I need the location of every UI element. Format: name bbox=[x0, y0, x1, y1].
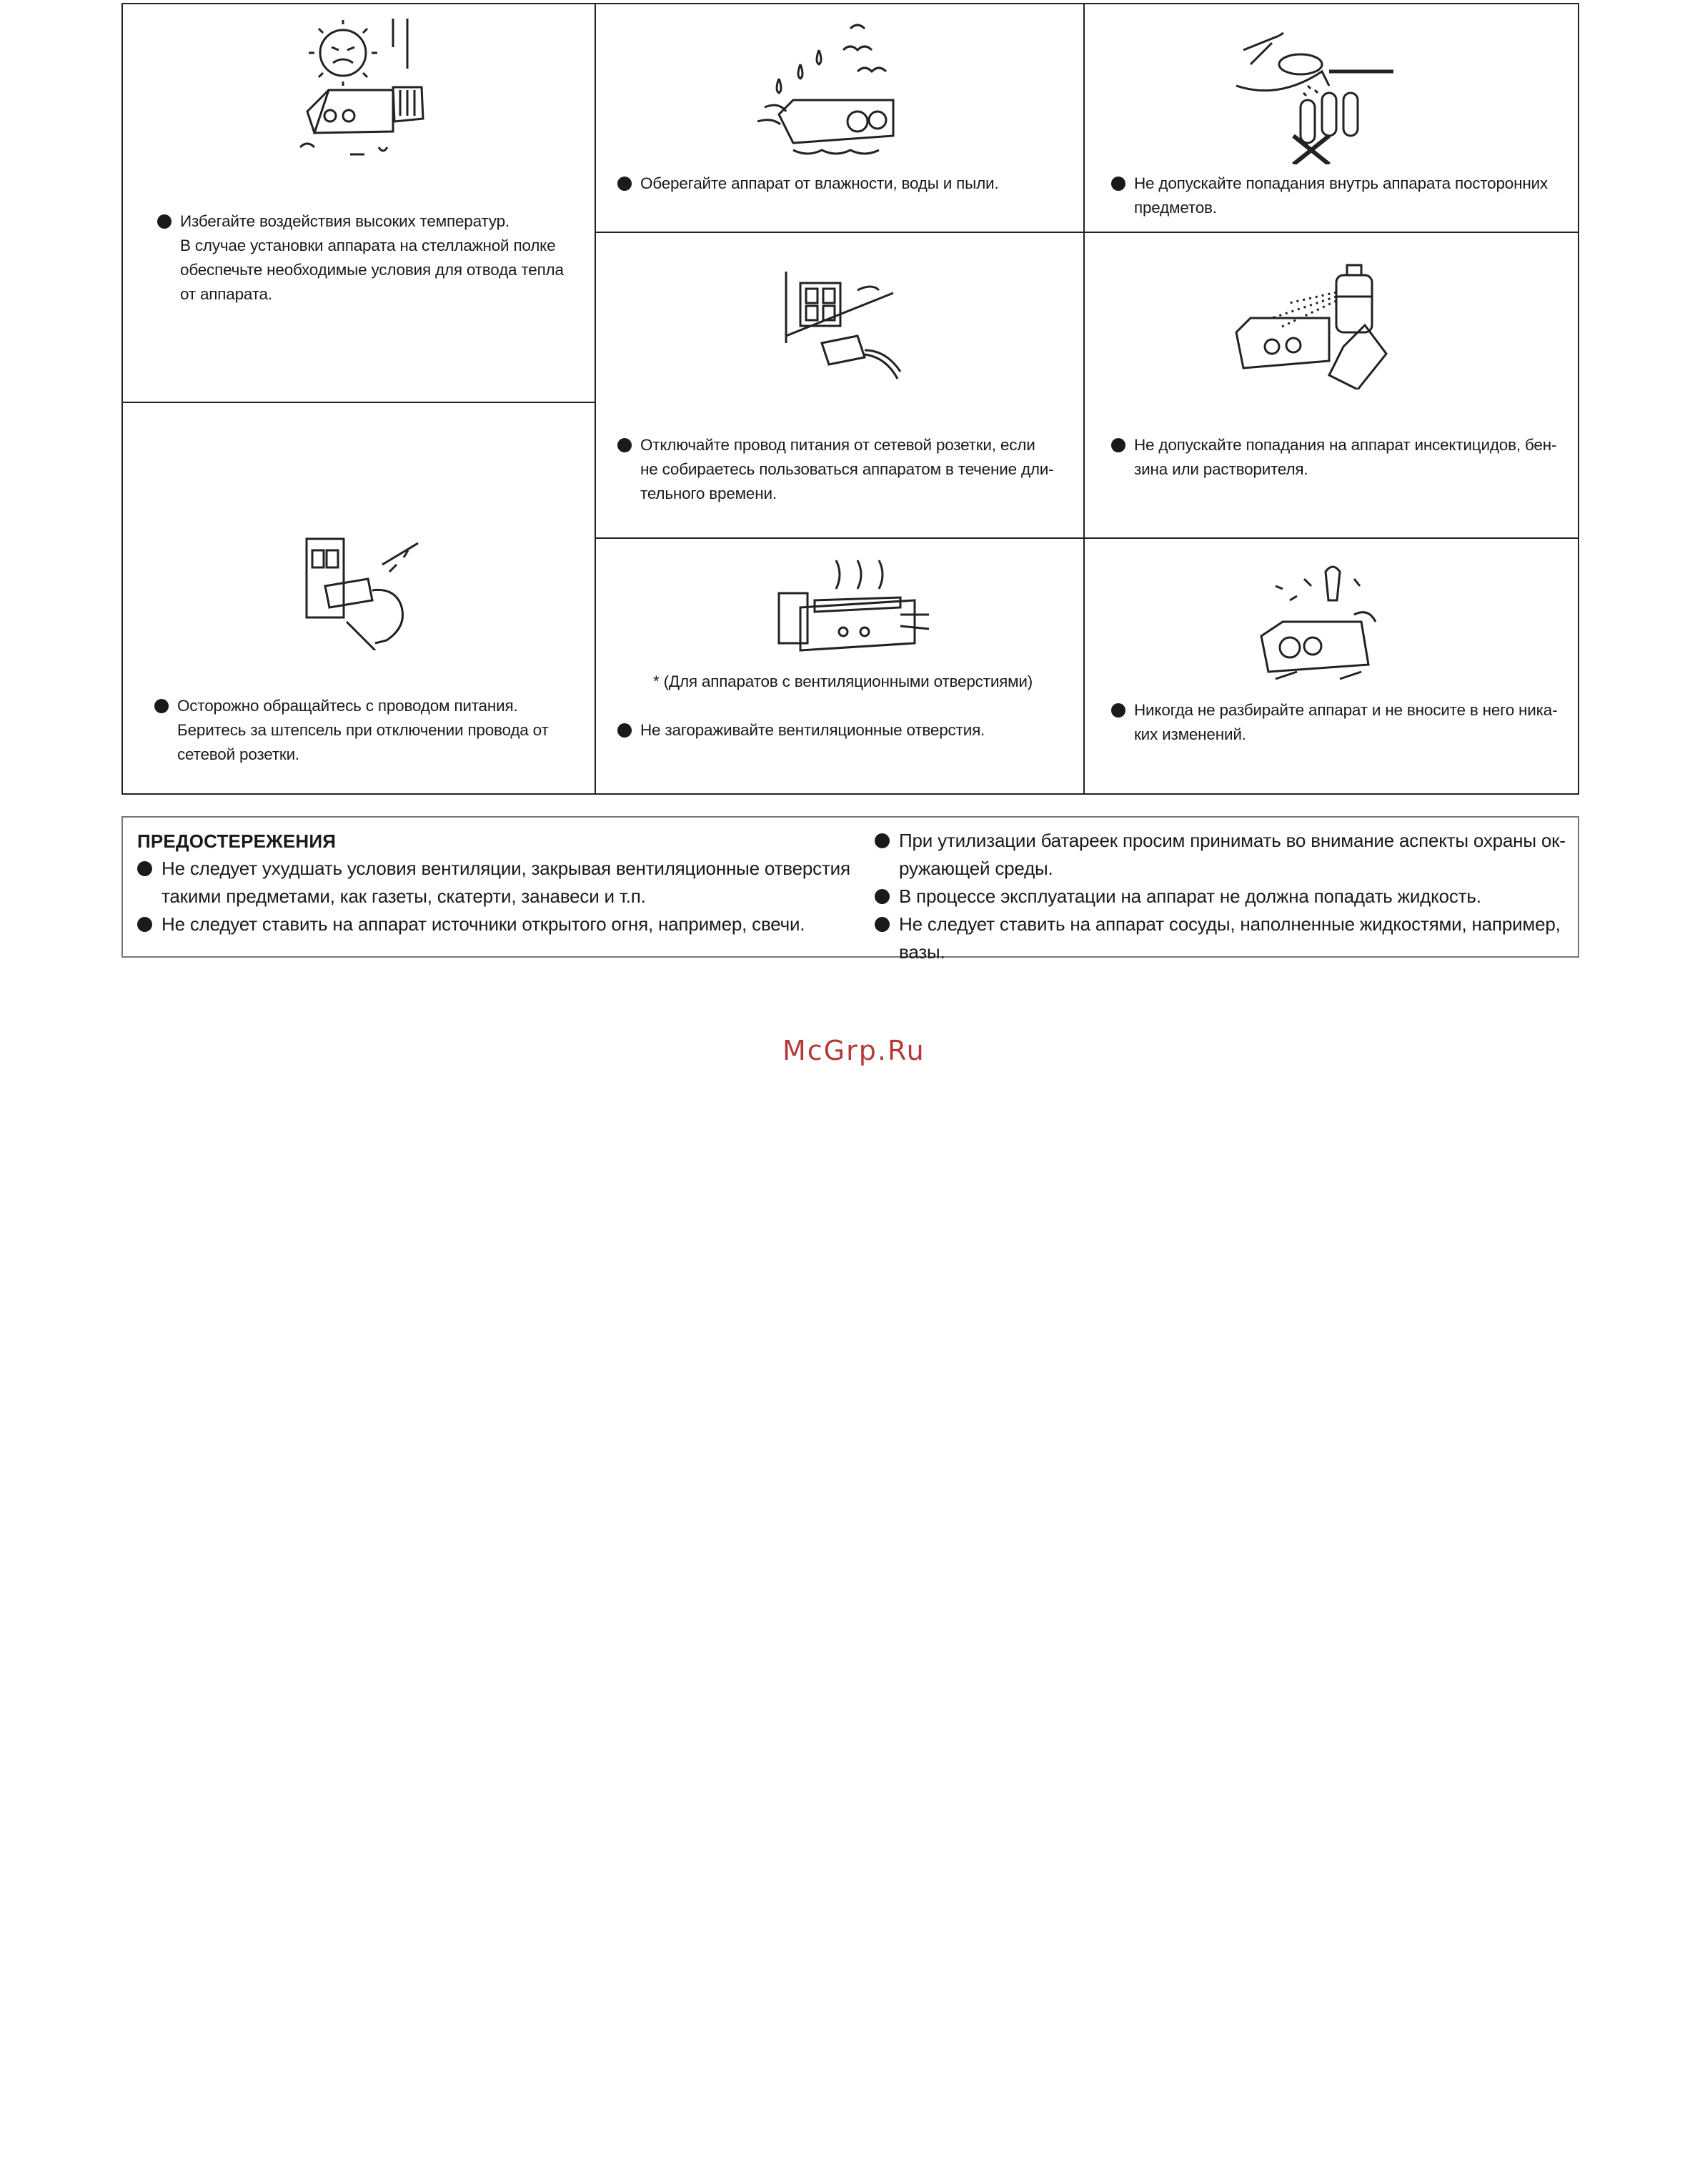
cord-line: сетевой розетки. bbox=[177, 745, 299, 763]
spray-can-icon bbox=[1229, 254, 1408, 389]
heat-line: обеспечьте необходимые условия для отвода тепла bbox=[180, 261, 564, 279]
cord-line: Беритесь за штепсель при отключении провода от bbox=[177, 721, 549, 739]
warning-item: Не следует ставить на аппарат сосуды, наполненные жидкостями, например, вазы. bbox=[875, 910, 1575, 966]
grid-divider bbox=[595, 4, 596, 795]
wall-outlet-icon bbox=[779, 264, 922, 386]
warnings-right-column bbox=[875, 827, 1575, 966]
moisture-text bbox=[617, 172, 1089, 196]
moisture-line: Оберегайте аппарат от влажности, воды и пыли. bbox=[617, 172, 1089, 196]
foreign-text bbox=[1111, 172, 1569, 220]
watermark-link[interactable]: McGrp.Ru bbox=[782, 1035, 925, 1066]
unplug-line: не собираетесь пользоваться аппаратом в течение дли- bbox=[640, 460, 1054, 478]
heat-line: В случае установки аппарата на стеллажной полке bbox=[180, 237, 556, 254]
chemicals-line: Не допускайте попадания на аппарат инсектицидов, бен- bbox=[1111, 433, 1569, 457]
grid-divider bbox=[123, 402, 595, 403]
water-dust-icon bbox=[750, 21, 922, 164]
warning-item-cont: такими предметами, как газеты, скатерти, занавеси и т.п. bbox=[161, 885, 646, 907]
plug-hand-icon bbox=[304, 536, 432, 650]
disassemble-text bbox=[1111, 698, 1569, 747]
grid-divider bbox=[595, 232, 1579, 233]
warning-item: В процессе эксплуатации на аппарат не должна попадать жидкость. bbox=[875, 883, 1575, 910]
vents-text bbox=[617, 718, 1089, 743]
warning-item-cont: ружающей среды. bbox=[899, 858, 1053, 879]
vents-line: Не загораживайте вентиляционные отверстия. bbox=[617, 718, 1089, 743]
cord-line: Осторожно обращайтесь с проводом питания. bbox=[154, 694, 583, 718]
grid-divider bbox=[1083, 4, 1085, 795]
vents-note-wrap bbox=[653, 670, 1053, 694]
warnings-box bbox=[121, 816, 1579, 963]
warnings-title: ПРЕДОСТЕРЕЖЕНИЯ bbox=[137, 830, 337, 852]
disassembly-icon bbox=[1254, 557, 1383, 690]
warnings-left-column bbox=[137, 855, 866, 938]
warning-item: Не следует ставить на аппарат источники открытого огня, например, свечи. bbox=[137, 910, 866, 938]
heat-text bbox=[157, 209, 586, 307]
warning-item: Не следует ухудшать условия вентиляции, закрывая вентиляционные отверстия bbox=[137, 855, 866, 883]
heat-line: от аппарата. bbox=[180, 285, 272, 303]
unplug-line: тельного времени. bbox=[640, 485, 777, 502]
chemicals-line: зина или растворителя. bbox=[1134, 460, 1308, 478]
foreign-line: предметов. bbox=[1134, 199, 1217, 217]
heat-line: Избегайте воздействия высоких температур. bbox=[157, 209, 586, 234]
grid-divider bbox=[595, 537, 1579, 539]
unplug-line: Отключайте провод питания от сетевой розетки, если bbox=[617, 433, 1089, 457]
cord-text bbox=[154, 694, 583, 767]
sun-heat-icon bbox=[286, 19, 436, 174]
vents-note: * (Для аппаратов с вентиляционными отверстиями) bbox=[653, 672, 1033, 690]
foreign-objects-icon bbox=[1229, 21, 1408, 164]
warning-item: При утилизации батареек просим принимать во внимание аспекты охраны ок- bbox=[875, 827, 1575, 855]
blocked-vents-icon bbox=[772, 557, 936, 657]
disassemble-line: ких изменений. bbox=[1134, 725, 1246, 743]
unplug-text bbox=[617, 433, 1089, 506]
disassemble-line: Никогда не разбирайте аппарат и не вносите в него ника- bbox=[1111, 698, 1569, 723]
foreign-line: Не допускайте попадания внутрь аппарата посторонних bbox=[1111, 172, 1569, 196]
chemicals-text bbox=[1111, 433, 1569, 482]
